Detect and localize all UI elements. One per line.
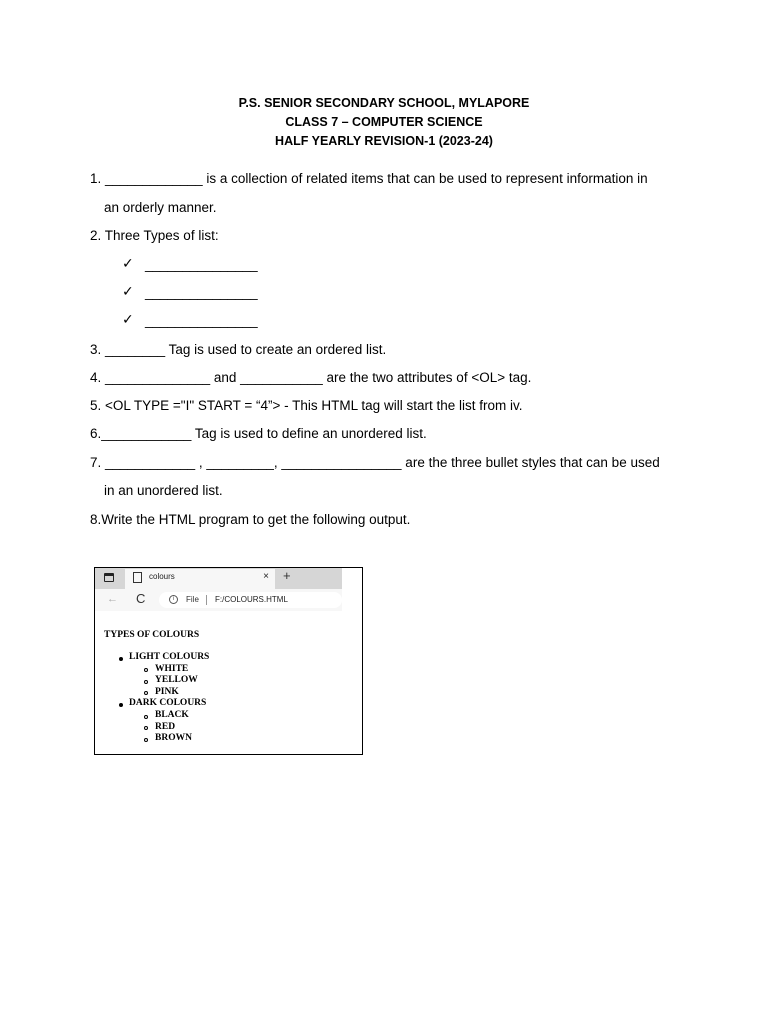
bullet-disc [119, 657, 123, 661]
bullet-circle [144, 715, 148, 719]
question-7-line-1: 7. ____________ , _________, ________________ are the three bullet styles that can be used [90, 455, 660, 470]
worksheet-header [0, 94, 768, 151]
question-5: 5. <OL TYPE ="I" START = “4”> - This HTML tag will start the list from iv. [90, 398, 523, 413]
question-4: 4. ______________ and ___________ are the two attributes of <OL> tag. [90, 370, 532, 385]
question-8: 8.Write the HTML program to get the following output. [90, 512, 411, 527]
question-1-line-2: an orderly manner. [104, 200, 217, 215]
school-name: P.S. SENIOR SECONDARY SCHOOL, MYLAPORE [238, 96, 530, 110]
output-group-2-label: DARK COLOURS [129, 698, 207, 708]
output-item: BROWN [155, 733, 192, 743]
page-icon [133, 572, 142, 583]
output-item: BLACK [155, 710, 189, 720]
question-7-line-2: in an unordered list. [104, 483, 223, 498]
bullet-circle [144, 691, 148, 695]
browser-output-screenshot [94, 567, 363, 755]
list-type-blank-1: _______________ [145, 257, 258, 272]
output-item: YELLOW [155, 675, 198, 685]
bullet-circle [144, 726, 148, 730]
check-icon: ✓ [122, 255, 134, 271]
browser-address-bar [95, 589, 342, 611]
output-item: RED [155, 722, 176, 732]
question-2: 2. Three Types of list: [90, 228, 219, 243]
bullet-circle [144, 680, 148, 684]
plus-icon: + [283, 568, 291, 583]
bullet-circle [144, 738, 148, 742]
tab-title: colours [149, 572, 175, 581]
question-3: 3. ________ Tag is used to create an ordered list. [90, 342, 387, 357]
check-icon: ✓ [122, 283, 134, 299]
exam-title: HALF YEARLY REVISION-1 (2023-24) [275, 134, 493, 148]
question-1-line-1: 1. _____________ is a collection of related items that can be used to represent information in [90, 171, 648, 186]
file-label: File [186, 595, 199, 604]
info-icon: i [169, 595, 178, 604]
list-type-blank-3: _______________ [145, 313, 258, 328]
browser-tab [125, 569, 275, 589]
url-field [159, 592, 342, 608]
bullet-circle [144, 668, 148, 672]
reload-icon: C [136, 591, 146, 606]
question-6: 6.____________ Tag is used to define an unordered list. [90, 426, 427, 441]
list-type-blank-2: _______________ [145, 285, 258, 300]
output-item: PINK [155, 687, 179, 697]
browser-tab-bar [95, 568, 342, 589]
bullet-disc [119, 703, 123, 707]
close-icon: × [263, 571, 269, 582]
check-icon: ✓ [122, 311, 134, 327]
output-heading: TYPES OF COLOURS [104, 630, 200, 640]
url-separator [206, 595, 207, 605]
url-path: F:/COLOURS.HTML [215, 595, 288, 604]
back-arrow-icon: ← [107, 593, 118, 605]
window-menu-icon [104, 573, 114, 582]
output-item: WHITE [155, 664, 189, 674]
class-subject: CLASS 7 – COMPUTER SCIENCE [285, 115, 483, 129]
output-group-1-label: LIGHT COLOURS [129, 652, 210, 662]
